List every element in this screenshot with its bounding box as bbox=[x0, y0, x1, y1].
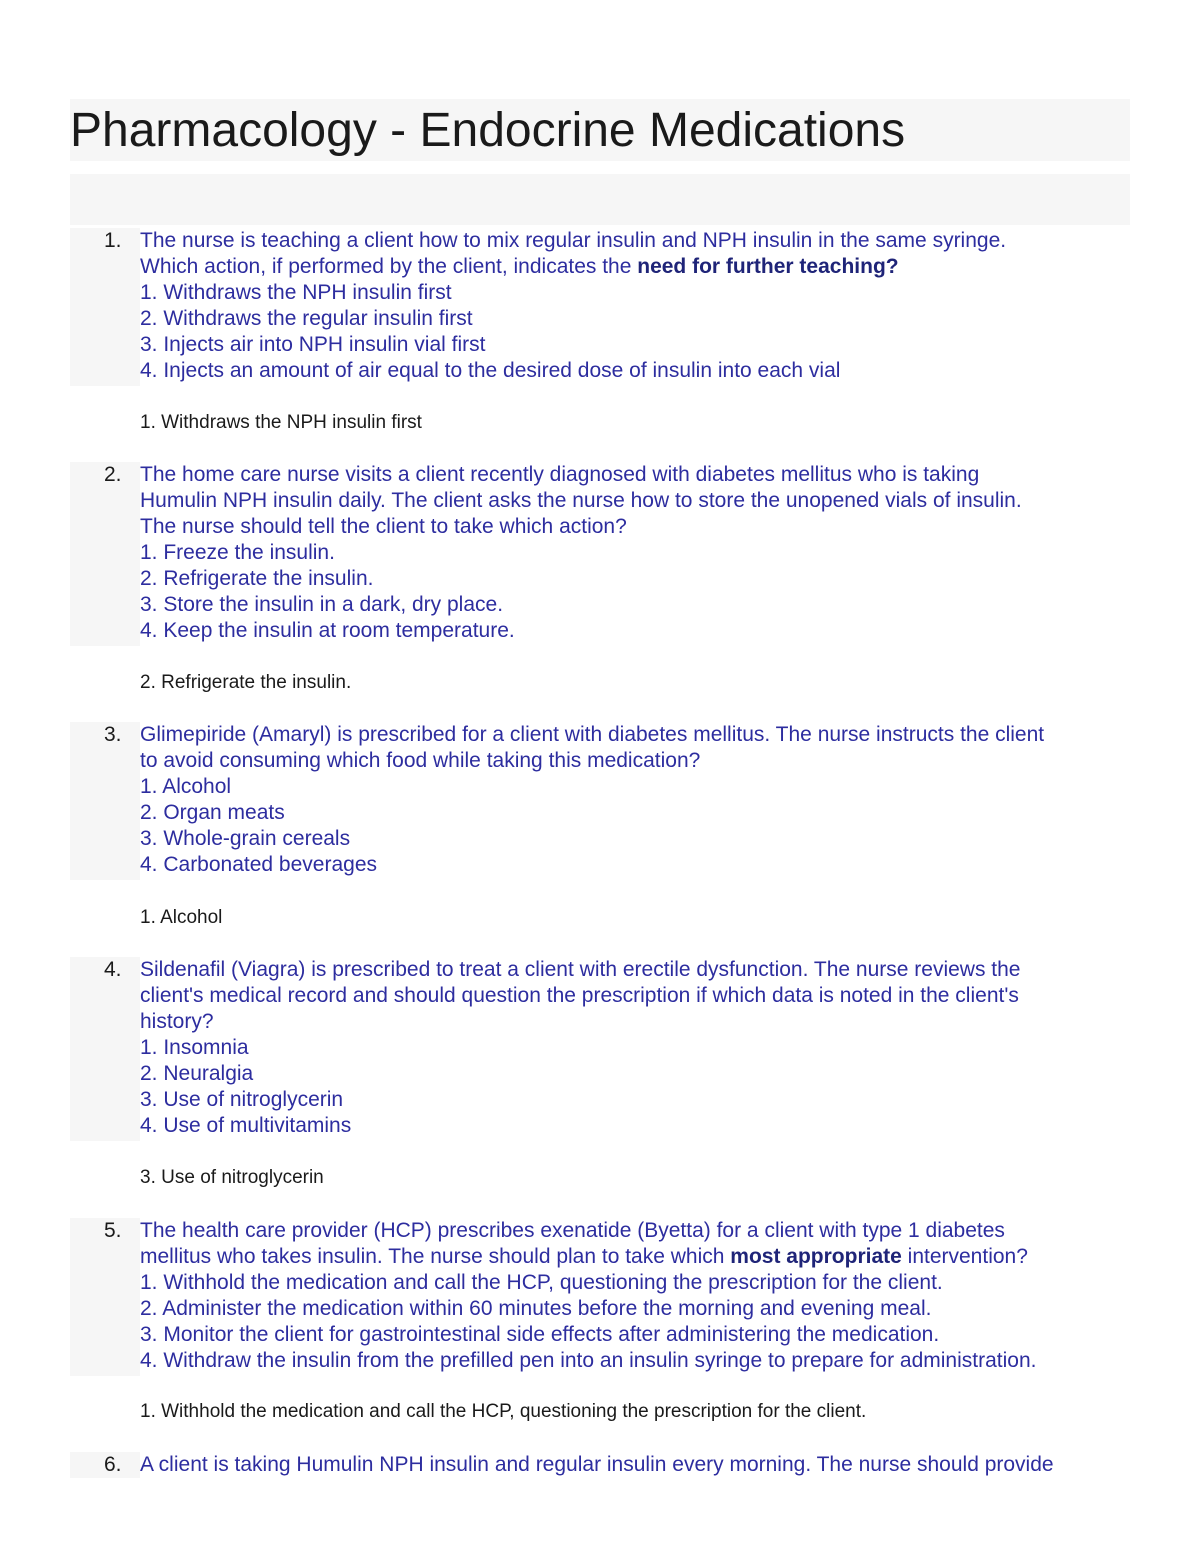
question-text-line: mellitus who takes insulin. The nurse should plan to take which most appropriate intervention? bbox=[140, 1245, 1028, 1268]
option-line: 1. Withhold the medication and call the HCP, questioning the prescription for the client. bbox=[140, 1271, 943, 1294]
page-title: Pharmacology - Endocrine Medications bbox=[70, 104, 906, 157]
question-text-line: history? bbox=[140, 1010, 214, 1033]
question-text-line: The health care provider (HCP) prescribes exenatide (Byetta) for a client with type 1 diabetes bbox=[140, 1219, 1005, 1242]
question-text-line: Which action, if performed by the client, indicates the need for further teaching? bbox=[140, 255, 899, 278]
answer-line: 1. Alcohol bbox=[140, 907, 223, 928]
option-line: 4. Use of multivitamins bbox=[140, 1114, 352, 1137]
question-text-line: A client is taking Humulin NPH insulin and regular insulin every morning. The nurse should provide bbox=[140, 1453, 1054, 1476]
option-line: 2. Organ meats bbox=[140, 801, 285, 824]
question-margin-band bbox=[70, 462, 140, 646]
question-text-line: Sildenafil (Viagra) is prescribed to treat a client with erectile dysfunction. The nurse reviews the bbox=[140, 958, 1021, 981]
option-line: 3. Use of nitroglycerin bbox=[140, 1088, 344, 1111]
question-number: 3. bbox=[104, 723, 122, 746]
question-text-line: Humulin NPH insulin daily. The client asks the nurse how to store the unopened vials of insulin. bbox=[140, 489, 1022, 512]
option-line: 4. Injects an amount of air equal to the desired dose of insulin into each vial bbox=[140, 359, 841, 382]
question-number: 4. bbox=[104, 958, 122, 981]
question-text-line: Glimepiride (Amaryl) is prescribed for a client with diabetes mellitus. The nurse instructs the client bbox=[140, 723, 1045, 746]
header-band bbox=[70, 174, 1130, 225]
option-line: 3. Whole-grain cereals bbox=[140, 827, 351, 850]
question-number: 6. bbox=[104, 1453, 122, 1476]
question-text-line: The nurse is teaching a client how to mix regular insulin and NPH insulin in the same syringe. bbox=[140, 229, 1007, 252]
option-line: 4. Carbonated beverages bbox=[140, 853, 377, 876]
question-text-line: to avoid consuming which food while taking this medication? bbox=[140, 749, 701, 772]
answer-line: 3. Use of nitroglycerin bbox=[140, 1167, 324, 1188]
answer-line: 1. Withdraws the NPH insulin first bbox=[140, 412, 422, 433]
option-line: 2. Neuralgia bbox=[140, 1062, 254, 1085]
question-number: 5. bbox=[104, 1219, 122, 1242]
question-text-line: The home care nurse visits a client recently diagnosed with diabetes mellitus who is taking bbox=[140, 463, 980, 486]
question-number: 1. bbox=[104, 229, 122, 252]
option-line: 1. Freeze the insulin. bbox=[140, 541, 335, 564]
question-text-line: The nurse should tell the client to take which action? bbox=[140, 515, 627, 538]
option-line: 2. Administer the medication within 60 minutes before the morning and evening meal. bbox=[140, 1297, 932, 1320]
option-line: 1. Insomnia bbox=[140, 1036, 249, 1059]
option-line: 3. Injects air into NPH insulin vial first bbox=[140, 333, 486, 356]
option-line: 3. Monitor the client for gastrointestinal side effects after administering the medication. bbox=[140, 1323, 940, 1346]
question-margin-band bbox=[70, 957, 140, 1141]
question-text-line: client's medical record and should question the prescription if which data is noted in the client's bbox=[140, 984, 1019, 1007]
option-line: 3. Store the insulin in a dark, dry place. bbox=[140, 593, 504, 616]
option-line: 1. Alcohol bbox=[140, 775, 232, 798]
answer-line: 2. Refrigerate the insulin. bbox=[140, 672, 352, 693]
option-line: 1. Withdraws the NPH insulin first bbox=[140, 281, 452, 304]
answer-line: 1. Withhold the medication and call the HCP, questioning the prescription for the client. bbox=[140, 1401, 867, 1422]
question-number: 2. bbox=[104, 463, 122, 486]
option-line: 2. Refrigerate the insulin. bbox=[140, 567, 374, 590]
option-line: 4. Keep the insulin at room temperature. bbox=[140, 619, 515, 642]
option-line: 2. Withdraws the regular insulin first bbox=[140, 307, 473, 330]
option-line: 4. Withdraw the insulin from the prefilled pen into an insulin syringe to prepare for administration. bbox=[140, 1349, 1037, 1372]
